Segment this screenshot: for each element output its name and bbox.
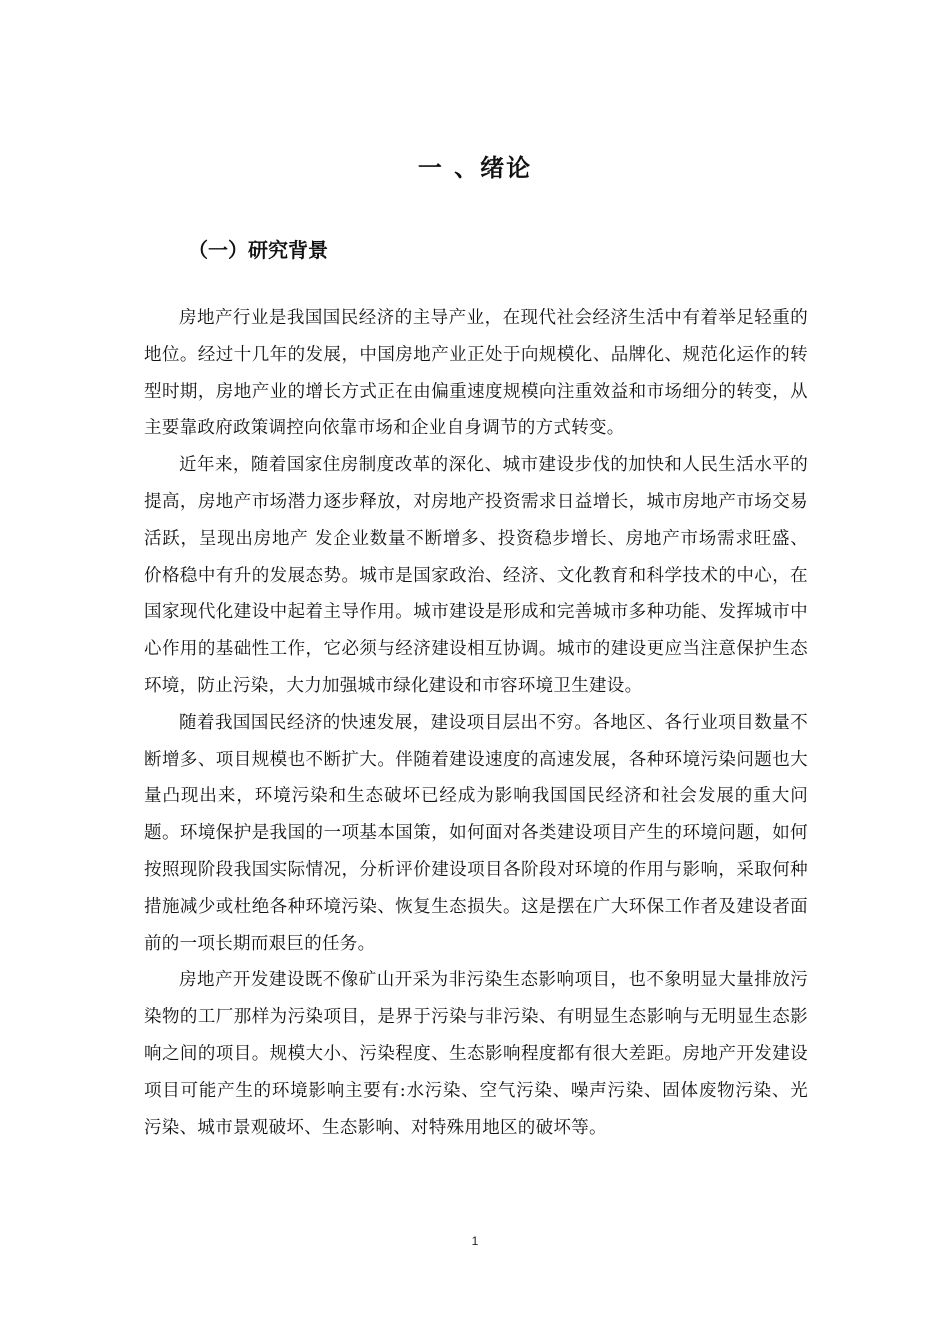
chapter-title: 一 、绪论	[417, 154, 533, 182]
paragraph: 近年来，随着国家住房制度改革的深化、城市建设步伐的加快和人民生活水平的提高，房地产市场潜力逐步释放，对房地产投资需求日益增长，城市房地产市场交易活跃，呈现出房地产 发企业数量不断增多、投资稳步增长、房地产市场需求旺盛、价格稳中有升的发展态势。城市是国家政治、经济、文化教育和科学技术的中心，在国家现代化建设中起着主导作用。城市建设是形成和完善城市多种功能、发挥城市中心作用的基础性工作，它必须与经济建设相互协调。城市的建设更应当注意保护生态环境，防止污染，大力加强城市绿化建设和市容环境卫生建设。	[144, 455, 808, 696]
section-title: （一）研究背景	[188, 238, 328, 262]
body-text	[144, 300, 808, 1146]
paragraph: 房地产开发建设既不像矿山开采为非污染生态影响项目，也不象明显大量排放污染物的工厂那样为污染项目，是界于污染与非污染、有明显生态影响与无明显生态影响之间的项目。规模大小、污染程度、生态影响程度都有很大差距。房地产开发建设项目可能产生的环境影响主要有:水污染、空气污染、噪声污染、固体废物污染、光污染、城市景观破坏、生态影响、对特殊用地区的破坏等。	[144, 970, 808, 1138]
paragraph: 随着我国国民经济的快速发展，建设项目层出不穷。各地区、各行业项目数量不断增多、项目规模也不断扩大。伴随着建设速度的高速发展，各种环境污染问题也大量凸现出来，环境污染和生态破坏已经成为影响我国国民经济和社会发展的重大问题。环境保护是我国的一项基本国策，如何面对各类建设项目产生的环境问题，如何按照现阶段我国实际情况，分析评价建设项目各阶段对环境的作用与影响，采取何种措施减少或杜绝各种环境污染、恢复生态损失。这是摆在广大环保工作者及建设者面前的一项长期而艰巨的任务。	[144, 712, 808, 954]
page-number: 1	[471, 1234, 479, 1248]
paragraph: 房地产行业是我国国民经济的主导产业，在现代社会经济生活中有着举足轻重的地位。经过十几年的发展，中国房地产业正处于向规模化、品牌化、规范化运作的转型时期，房地产业的增长方式正在由偏重速度规模向注重效益和市场细分的转变，从主要靠政府政策调控向依靠市场和企业自身调节的方式转变。	[144, 308, 808, 439]
